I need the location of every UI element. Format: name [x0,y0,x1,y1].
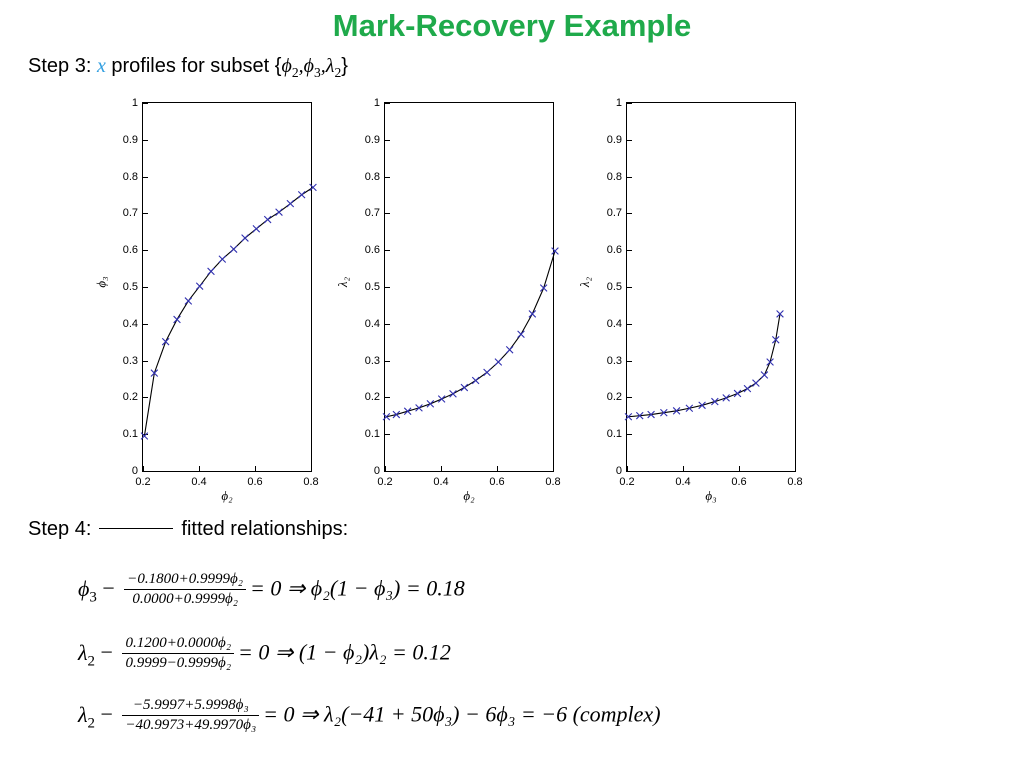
chart1-xtick: 0.8 [303,476,319,488]
page-title: Mark-Recovery Example [332,8,692,43]
chart3-ytick: 0.6 [606,244,622,257]
equation-3: $\lambda_2$ − $\frac{\text{−5.9997+5.9998ϕ₃}}{\text{−40.9973+49.9970ϕ₃}}$ = 0 ⇒ λ₂(−41 + 50ϕ₃) − 6ϕ₃ = −6 (complex) [78,697,661,733]
chart3-xtick: 0.8 [787,476,803,488]
chart2-xtick: 0.2 [377,476,393,488]
chart2-ytick: 0.6 [364,244,380,257]
chart3-ytick: 0.8 [606,170,622,183]
chart1-ylabel: ϕ₃ [93,276,109,288]
chart1-ytick: 0.6 [122,244,138,257]
chart1-ytick: 0.7 [122,207,138,220]
chart2-ytick: 0.8 [364,170,380,183]
chart2-ytick: 0.1 [364,428,380,441]
chart3-ytick: 0.1 [606,428,622,441]
chart3-ytick: 0.9 [606,133,622,146]
equation-2-fraction: $\frac{\text{0.1200+0.0000ϕ₂}}{\text{0.9999−0.9999ϕ₂}}$ [122,635,234,672]
chart3-ylabel: λ₂ [577,276,593,288]
chart1-xtick: 0.6 [247,476,263,488]
chart3-xtick: 0.2 [619,476,635,488]
step4-label: Step 4: [28,518,92,540]
equation-1: $\phi_3$ − $\frac{\text{−0.1800+0.9999ϕ₂}}{\text{0.0000+0.9999ϕ₂}}$ = 0 ⇒ ϕ₂(1 − ϕ₃) = 0.18 [78,571,465,607]
chart3-ytick: 0.4 [606,317,622,330]
chart1-ytick: 0.3 [122,354,138,367]
chart3-ytick: 0 [615,465,622,477]
chart3-series [627,103,797,473]
chart3-ytick: 0.3 [606,354,622,367]
chart3-xtick: 0.6 [731,476,747,488]
chart3-ytick: 1 [615,97,622,109]
chart2-xtick: 0.4 [433,476,449,488]
step3-highlight: x [96,55,106,77]
chart1-xtick: 0.4 [191,476,207,488]
chart1-xtick: 0.2 [135,476,151,488]
chart2-xtick: 0.8 [545,476,561,488]
step4-caption [28,518,348,541]
chart1-ytick: 0.9 [122,133,138,146]
chart1-ytick: 0.1 [122,428,138,441]
chart3-ytick: 0.2 [606,391,622,404]
chart-row [0,96,1024,516]
chart3-xlabel: ϕ₃ [705,488,717,503]
step3-text: profiles for subset { [105,55,282,77]
chart2-ytick: 0.7 [364,207,380,220]
chart1-ytick: 0.5 [122,281,138,293]
chart1-ytick: 0.4 [122,317,138,330]
chart1-ytick: 0.2 [122,391,138,404]
chart2-ytick: 0 [373,465,380,477]
chart1-plot-area [122,97,319,488]
chart2-plot-area [364,97,561,488]
chart2-ylabel: λ₂ [335,276,351,288]
chart2-ytick: 0.2 [364,391,380,404]
chart2-ytick: 1 [373,97,380,109]
step3-set: $\phi_2,\phi_3,\lambda_2$ [281,55,342,80]
fitted-line-rule [99,528,173,529]
chart-phi2-lambda2 [335,96,561,503]
chart-phi2-phi3 [93,96,319,503]
chart2-ytick: 0.9 [364,133,380,146]
equation-2: $\lambda_2$ − $\frac{\text{0.1200+0.0000ϕ₂}}{\text{0.9999−0.9999ϕ₂}}$ = 0 ⇒ (1 − ϕ₂)λ₂ = 0.12 [78,635,451,671]
chart2-ytick: 0.5 [364,281,380,293]
chart1-series [143,103,313,473]
equation-3-fraction: $\frac{\text{−5.9997+5.9998ϕ₃}}{\text{−40.9973+49.9970ϕ₃}}$ [122,697,259,734]
chart1-ytick: 1 [131,97,138,109]
equation-1-fraction: $\frac{\text{−0.1800+0.9999ϕ₂}}{\text{0.0000+0.9999ϕ₂}}$ [124,571,246,608]
step3-caption [28,55,348,81]
chart3-xtick: 0.4 [675,476,691,488]
chart3-ytick: 0.5 [606,281,622,293]
chart2-xtick: 0.6 [489,476,505,488]
chart2-series [385,103,555,473]
chart2-ytick: 0.4 [364,317,380,330]
chart1-ytick: 0.8 [122,170,138,183]
step3-suffix: } [341,55,348,77]
chart3-plot-area [606,97,803,488]
chart2-xlabel: ϕ₂ [463,488,475,503]
chart3-ytick: 0.7 [606,207,622,220]
chart-phi3-lambda2 [577,96,803,503]
step3-prefix: Step 3: [28,55,97,77]
chart2-ytick: 0.3 [364,354,380,367]
chart1-ytick: 0 [131,465,138,477]
step4-text: fitted relationships: [181,518,349,540]
chart1-xlabel: ϕ₂ [221,488,233,503]
